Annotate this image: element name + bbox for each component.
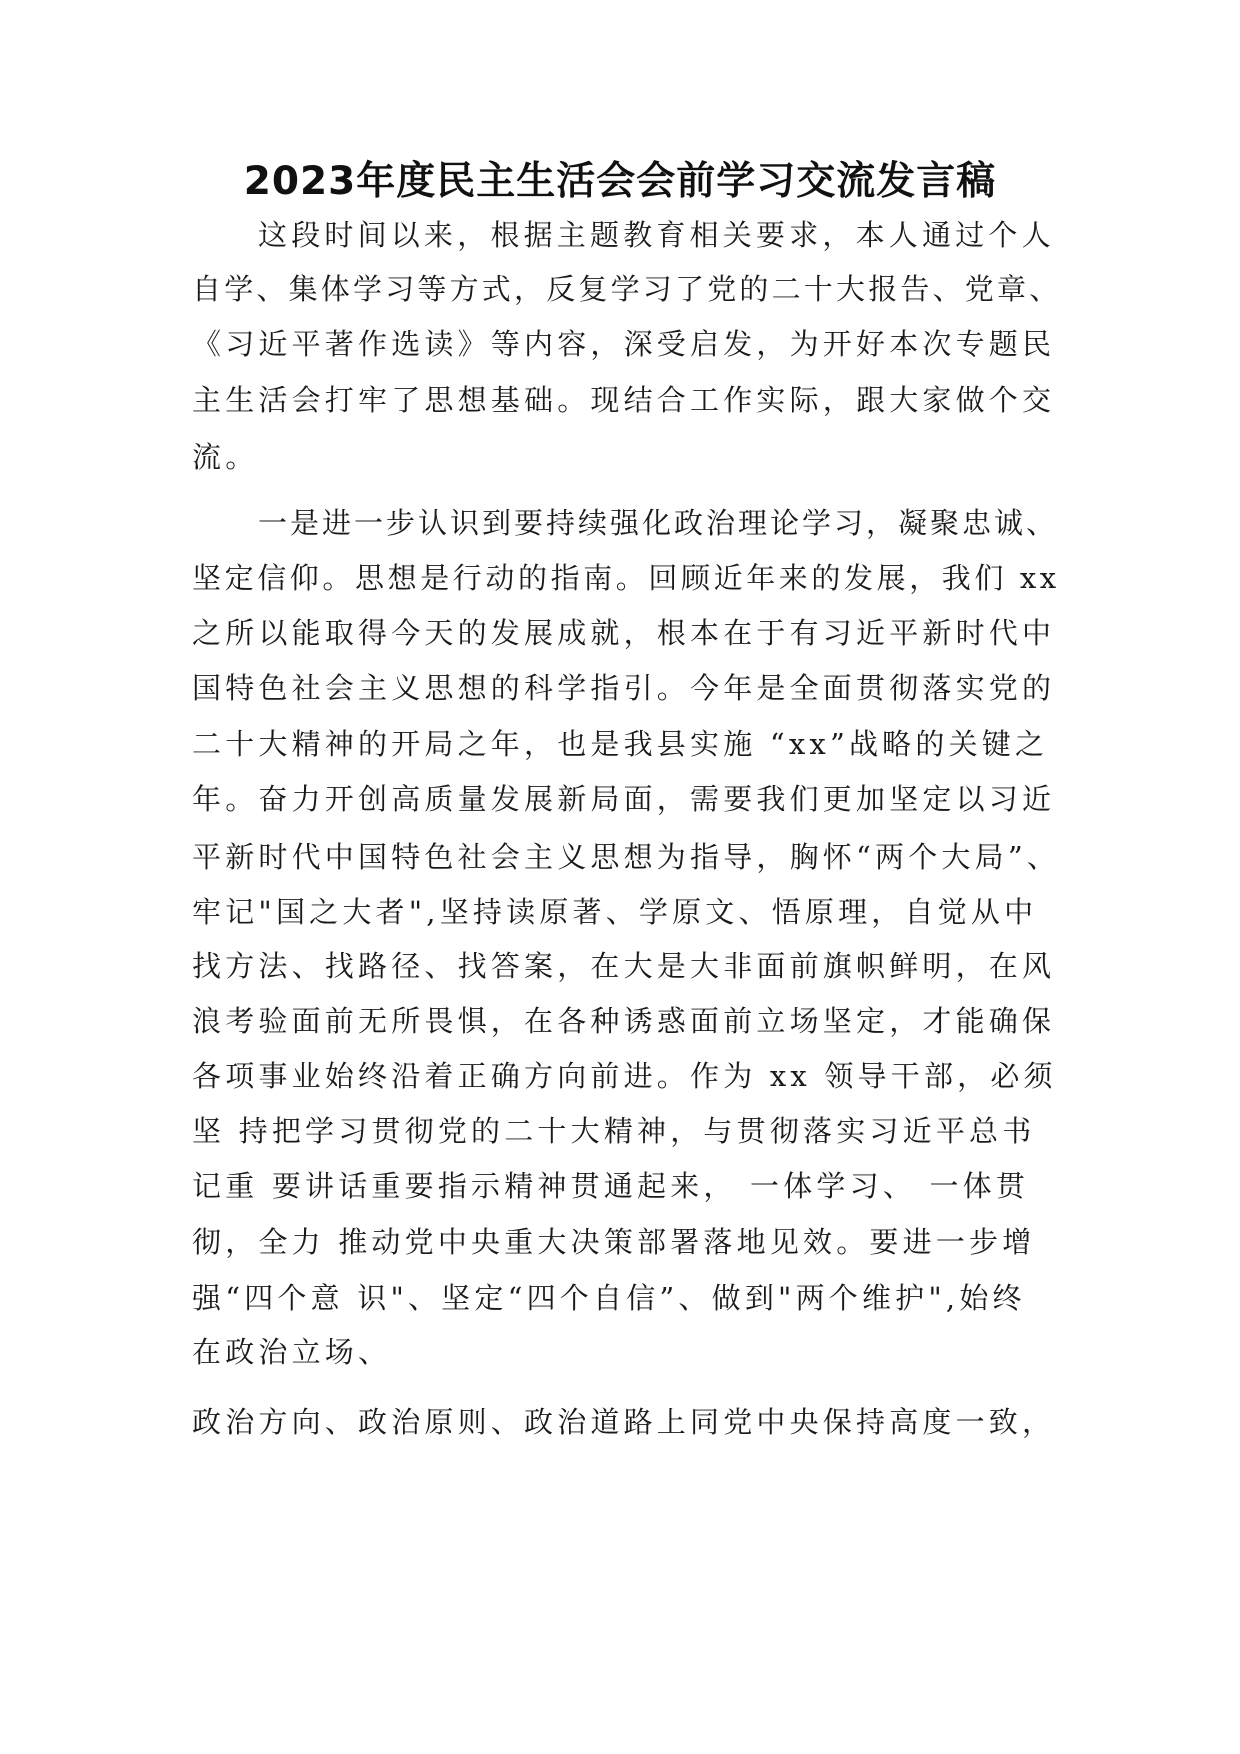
paragraph-line: 强“四个意 识"、坚定“四个自信”、做到"两个维护",始终	[192, 1281, 1026, 1315]
paragraph-line: 政治方向、政治原则、政治道路上同党中央保持高度一致，	[192, 1405, 1056, 1439]
paragraph-line: 国特色社会主义思想的科学指引。今年是全面贯彻落实党的	[192, 671, 1056, 705]
paragraph-line: 找方法、找路径、找答案，在大是大非面前旗帜鲜明，在风	[192, 949, 1056, 983]
paragraph-line: 之所以能取得今天的发展成就，根本在于有习近平新时代中	[192, 616, 1056, 650]
paragraph-line: 二十大精神的开局之年，也是我县实施 “xx”战略的关键之	[192, 727, 1049, 761]
paragraph-line: 《习近平著作选读》等内容，深受启发，为开好本次专题民	[192, 327, 1056, 361]
paragraph-line: 浪考验面前无所畏惧，在各种诱惑面前立场坚定，才能确保	[192, 1004, 1056, 1038]
paragraph-line: 坚 持把学习贯彻党的二十大精神，与贯彻落实习近平总书	[192, 1114, 1036, 1148]
paragraph-line: 年。奋力开创高质量发展新局面，需要我们更加坚定以习近	[192, 782, 1056, 816]
paragraph-line: 坚定信仰。思想是行动的指南。回顾近年来的发展，我们 xx	[192, 561, 1060, 595]
paragraph-line: 在政治立场、	[192, 1335, 392, 1369]
paragraph-line: 记重 要讲话重要指示精神贯通起来， 一体学习、 一体贯	[192, 1169, 1030, 1203]
paragraph-line: 牢记"国之大者",坚持读原著、学原文、悟原理，自觉从中	[192, 895, 1038, 929]
paragraph-line: 彻，全力 推动党中央重大决策部署落地见效。要进一步增	[192, 1225, 1036, 1259]
paragraph-line: 流。	[192, 440, 259, 474]
document-title: 2023年度民主生活会会前学习交流发言稿	[243, 159, 997, 204]
paragraph-line: 这段时间以来，根据主题教育相关要求，本人通过个人	[258, 218, 1055, 252]
paragraph-line: 自学、集体学习等方式，反复学习了党的二十大报告、党章、	[192, 272, 1062, 306]
paragraph-line: 一是进一步认识到要持续强化政治理论学习，凝聚忠诚、	[258, 506, 1059, 540]
paragraph-line: 各项事业始终沿着正确方向前进。作为 xx 领导干部，必须	[192, 1059, 1057, 1093]
paragraph-line: 平新时代中国特色社会主义思想为指导，胸怀“两个大局”、	[192, 840, 1061, 874]
paragraph-line: 主生活会打牢了思想基础。现结合工作实际，跟大家做个交	[192, 383, 1056, 417]
